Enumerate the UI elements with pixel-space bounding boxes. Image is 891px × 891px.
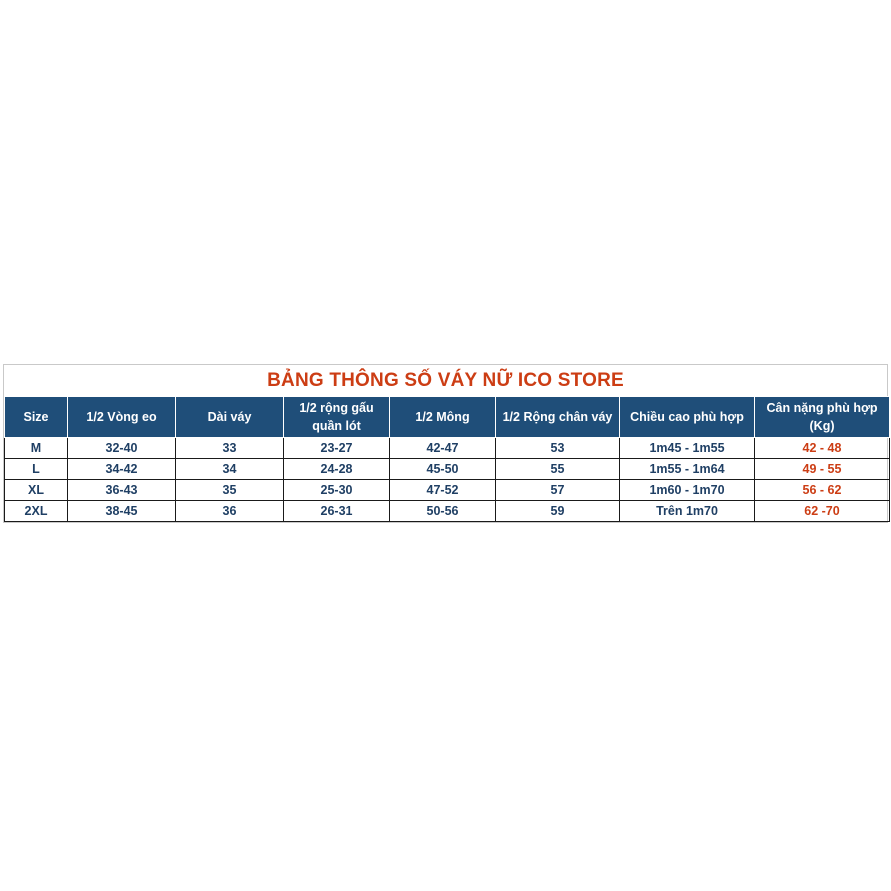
header-size: Size <box>5 397 68 438</box>
cell-skirt-width: 53 <box>496 438 620 459</box>
header-waist: 1/2 Vòng eo <box>68 397 176 438</box>
cell-hem-width: 26-31 <box>284 501 390 522</box>
cell-size: L <box>5 459 68 480</box>
cell-size: 2XL <box>5 501 68 522</box>
cell-hip: 47-52 <box>390 480 496 501</box>
cell-hem-width: 23-27 <box>284 438 390 459</box>
cell-skirt-width: 57 <box>496 480 620 501</box>
table-row <box>5 480 890 501</box>
cell-skirt-width: 59 <box>496 501 620 522</box>
cell-waist: 32-40 <box>68 438 176 459</box>
cell-weight: 49 - 55 <box>755 459 890 480</box>
cell-skirt-width: 55 <box>496 459 620 480</box>
cell-weight: 56 - 62 <box>755 480 890 501</box>
table-row <box>5 459 890 480</box>
header-length: Dài váy <box>176 397 284 438</box>
cell-waist: 34-42 <box>68 459 176 480</box>
cell-height: 1m45 - 1m55 <box>620 438 755 459</box>
header-hip: 1/2 Mông <box>390 397 496 438</box>
header-weight: Cân nặng phù hợp (Kg) <box>755 397 890 438</box>
header-skirt-width: 1/2 Rộng chân váy <box>496 397 620 438</box>
cell-length: 33 <box>176 438 284 459</box>
cell-hem-width: 25-30 <box>284 480 390 501</box>
cell-waist: 36-43 <box>68 480 176 501</box>
cell-hem-width: 24-28 <box>284 459 390 480</box>
cell-height: 1m55 - 1m64 <box>620 459 755 480</box>
cell-height: 1m60 - 1m70 <box>620 480 755 501</box>
size-chart <box>3 364 888 523</box>
cell-length: 34 <box>176 459 284 480</box>
cell-length: 35 <box>176 480 284 501</box>
size-table <box>4 396 890 522</box>
cell-weight: 62 -70 <box>755 501 890 522</box>
cell-length: 36 <box>176 501 284 522</box>
cell-hip: 42-47 <box>390 438 496 459</box>
chart-title: BẢNG THÔNG SỐ VÁY NỮ ICO STORE <box>4 365 887 396</box>
cell-size: XL <box>5 480 68 501</box>
cell-weight: 42 - 48 <box>755 438 890 459</box>
header-hem-width: 1/2 rộng gấu quần lót <box>284 397 390 438</box>
cell-size: M <box>5 438 68 459</box>
cell-hip: 45-50 <box>390 459 496 480</box>
cell-waist: 38-45 <box>68 501 176 522</box>
table-row <box>5 501 890 522</box>
header-height: Chiều cao phù hợp <box>620 397 755 438</box>
header-row <box>5 397 890 438</box>
table-row <box>5 438 890 459</box>
cell-height: Trên 1m70 <box>620 501 755 522</box>
cell-hip: 50-56 <box>390 501 496 522</box>
